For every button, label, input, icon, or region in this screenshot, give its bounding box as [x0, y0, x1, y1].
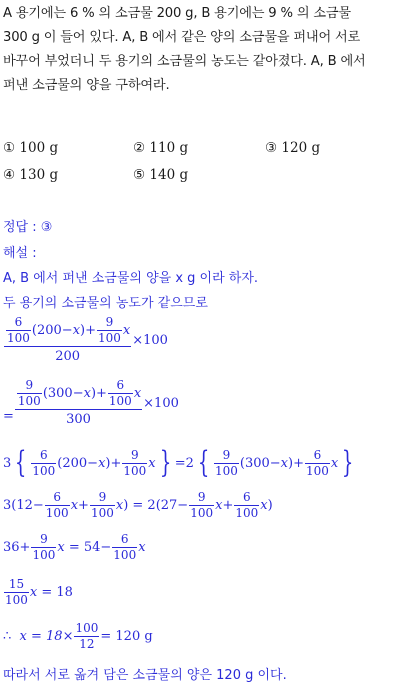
- equation-3: 3 { $\frac{6}{100}$ (200− x )+ $\frac{9}{100}$ x } =2 { $\frac{9}{100}$ (300− x )+ $\frac{6}{100}$ x }: [3, 445, 354, 480]
- equation-6: $\frac{15}{100}$ x = 18: [5, 577, 73, 607]
- problem-line-4: 퍼낸 소금물의 양을 구하여라.: [3, 78, 170, 93]
- equation-2: = $\frac{9}{100}$ (300− x )+ $\frac{6}{100}$ x 300 ×100: [3, 378, 179, 427]
- final-answer-text: 따라서 서로 옮겨 담은 소금물의 양은 120 g 이다.: [3, 668, 287, 683]
- equation-5: 36+ $\frac{9}{100}$ x = 54− $\frac{6}{100}$ x: [3, 532, 146, 562]
- problem-line-1: A 용기에는 6 % 의 소금물 200 g, B 용기에는 9 % 의 소금물: [3, 6, 351, 21]
- solution-text-2: 두 용기의 소금물의 농도가 같으므로: [3, 296, 208, 311]
- problem-statement: [3, 2, 399, 98]
- problem-line-2: 300 g 이 들어 있다. A, B 에서 같은 양의 소금물을 퍼내어 서로: [3, 30, 361, 45]
- choice-1: ① 100 g: [3, 140, 59, 156]
- choice-2: ② 110 g: [133, 140, 189, 156]
- solution-heading: 해설 :: [3, 246, 37, 261]
- choice-4: ④ 130 g: [3, 167, 59, 183]
- choice-5: ⑤ 140 g: [133, 167, 189, 183]
- problem-line-3: 바꾸어 부었더니 두 용기의 소금물의 농도는 같아졌다. A, B 에서: [3, 54, 366, 69]
- solution-text-1: A, B 에서 퍼낸 소금물의 양을 x g 이라 하자.: [3, 271, 259, 286]
- equation-4: 3(12− $\frac{6}{100}$ x + $\frac{9}{100}$ x ) = 2(27− $\frac{9}{100}$ x + $\frac{6}{100}$ x ): [3, 490, 273, 520]
- equation-1: $\frac{6}{100}$ (200− x )+ $\frac{9}{100}$ x 200 ×100: [3, 316, 168, 365]
- choice-3: ③ 120 g: [265, 140, 321, 156]
- answer-line: 정답 : ③: [3, 220, 53, 235]
- equation-7: ∴ x = 18× $\frac{100}{12}$ = 120 g: [3, 621, 153, 651]
